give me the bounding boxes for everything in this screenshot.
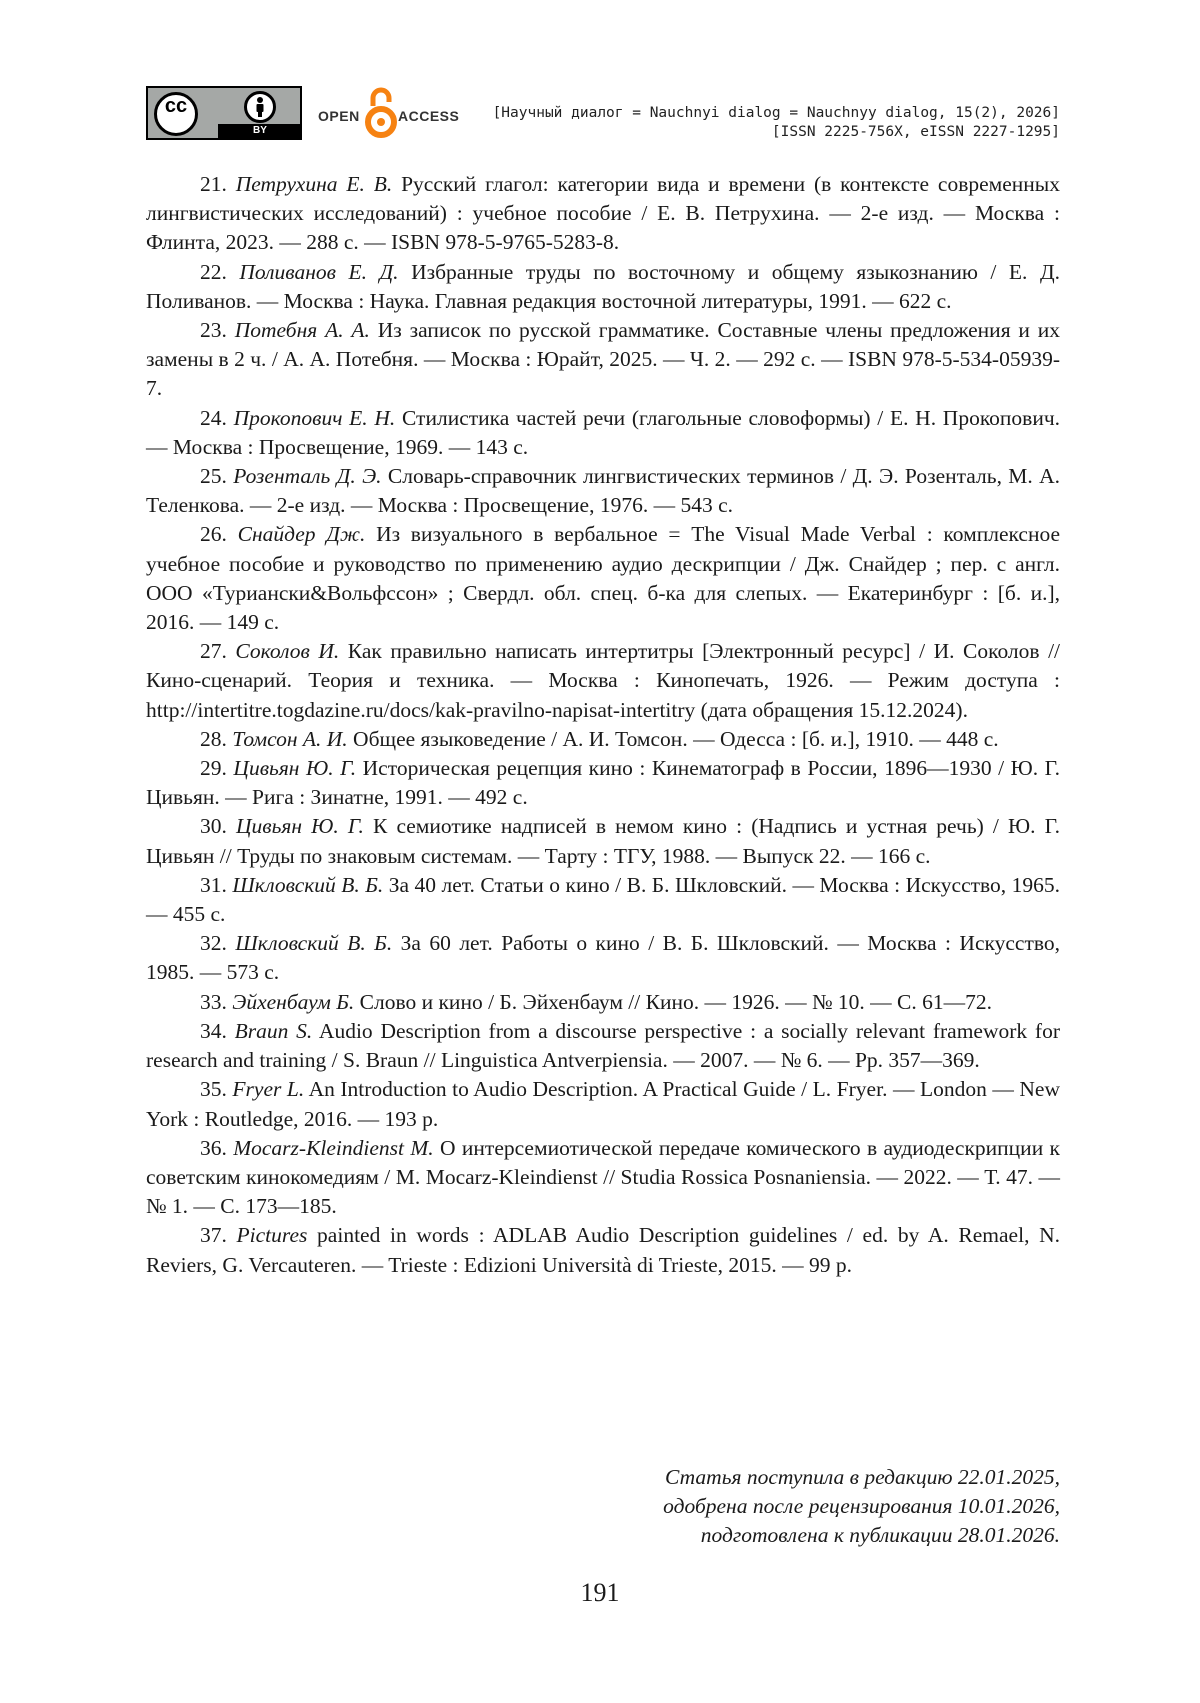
reference-entry-31: 31. Шкловский В. Б. За 40 лет. Статьи о кино / В. Б. Шкловский. — Москва : Искусство, 1965. — 455 с. bbox=[146, 872, 1061, 927]
reference-entry-36: 36. Mocarz-Kleindienst M. О интерсемиотической передаче комического в аудиодескрипции к советским кинокомедиям / M. Mocarz-Kleindienst // Studia Rossica Posnaniensia. — 2022. — Т. 47. — № 1. — С. 173—185. bbox=[146, 1135, 1060, 1219]
reference-entry-33: 33. Эйхенбаум Б. Слово и кино / Б. Эйхенбаум // Кино. — 1926. — № 10. — С. 61—72. bbox=[200, 989, 992, 1014]
reference-entry-21: 21. Петрухина Е. В. Русский глагол: категории вида и времени (в контексте современных лингвистических исследований) : учебное пособие / Е. В. Петрухина. — 2-е изд. — Москва : Флинта, 2023. — 288 с. — ISBN 978-5-9765-5283-8. bbox=[146, 172, 1061, 255]
journal-citation bbox=[493, 104, 1060, 142]
prepared-date-line: подготовлена к публикации 28.01.2026. bbox=[700, 1523, 1060, 1547]
reference-entry-35: 35. Fryer L. An Introduction to Audio Description. A Practical Guide / L. Fryer. — London — New York : Routledge, 2016. — 193 p. bbox=[146, 1077, 1060, 1131]
reference-entry-27: 27. Соколов И. Как правильно написать интертитры [Электронный ресурс] / И. Соколов // Кино-сценарий. Теория и техника. — Москва : Кинопечать, 1926. — Режим доступа : http://intertitre.togdazine.ru/docs/kak-pravilno-napisat-intertitry (дата обращения 15.12.2024). bbox=[146, 639, 1061, 722]
approved-date-line: одобрена после рецензирования 10.01.2026, bbox=[663, 1494, 1060, 1518]
reference-entry-37: 37. Pictures painted in words : ADLAB Audio Description guidelines / ed. by A. Remael, N. Reviers, G. Vercauteren. — Trieste : Edizioni Università di Trieste, 2015. — 99 p. bbox=[146, 1223, 1060, 1277]
open-access-lock-icon bbox=[364, 86, 398, 140]
reference-entry-30: 30. Цивьян Ю. Г. К семиотике надписей в немом кино : (Надпись и устная речь) / Ю. Г. Цивьян // Труды по знаковым системам. — Тарту : ТГУ, 1988. — Выпуск 22. — 166 с. bbox=[146, 814, 1060, 868]
reference-entry-29: 29. Цивьян Ю. Г. Историческая рецепция кино : Кинематограф в России, 1896—1930 / Ю. Г. Цивьян. — Рига : Зинатне, 1991. — 492 с. bbox=[146, 756, 1061, 810]
reference-list bbox=[146, 170, 1060, 1280]
reference-entry-28: 28. Томсон А. И. Общее языковедение / А. И. Томсон. — Одесса : [б. и.], 1910. — 448 с. bbox=[200, 726, 999, 751]
reference-entry-26: 26. Снайдер Дж. Из визуального в вербальное = The Visual Made Verbal : комплексное учебное пособие и руководство по применению аудио дескрипции / Дж. Снайдер ; пер. с англ. ООО «Туриански&Вольфссон» ; Свердл. обл. спец. б-ка для слепых. — Екатеринбург : [б. и.], 2016. — 149 с. bbox=[146, 522, 1061, 635]
by-label: BY bbox=[218, 124, 302, 138]
cc-icon: cc bbox=[154, 92, 198, 136]
journal-citation-line1: [Научный диалог = Nauchnyi dialog = Nauchnyy dialog, 15(2), 2026] bbox=[492, 105, 1060, 121]
reference-entry-25: 25. Розенталь Д. Э. Словарь-справочник лингвистических терминов / Д. Э. Розенталь, М. А. Теленкова. — 2-е изд. — Москва : Просвещение, 1976. — 543 с. bbox=[146, 464, 1061, 518]
attribution-person-icon bbox=[244, 91, 276, 123]
open-access-left-text: OPEN bbox=[318, 108, 360, 124]
cc-by-license-badge[interactable] bbox=[146, 86, 302, 140]
open-access-right-text: ACCESS bbox=[398, 108, 460, 124]
reference-entry-32: 32. Шкловский В. Б. За 60 лет. Работы о кино / В. Б. Шкловский. — Москва : Искусство, 1985. — 573 с. bbox=[146, 931, 1060, 985]
reference-entry-22: 22. Поливанов Е. Д. Избранные труды по восточному и общему языкознанию / Е. Д. Поливанов. — Москва : Наука. Главная редакция восточной литературы, 1991. — 622 с. bbox=[146, 259, 1060, 313]
article-received-note bbox=[663, 1463, 1060, 1550]
received-date-line: Статья поступила в редакцию 22.01.2025, bbox=[664, 1465, 1060, 1489]
reference-entry-24: 24. Прокопович Е. Н. Стилистика частей речи (глагольные словоформы) / Е. Н. Прокопович. — Москва : Просвещение, 1969. — 143 с. bbox=[146, 405, 1061, 459]
reference-entry-23: 23. Потебня А. А. Из записок по русской грамматике. Составные члены предложения и их замены в 2 ч. / А. А. Потебня. — Москва : Юрайт, 2025. — Ч. 2. — 292 с. — ISBN 978-5-534-05939-7. bbox=[146, 318, 1060, 401]
journal-issn-line: [ISSN 2225-756X, eISSN 2227-1295] bbox=[771, 124, 1060, 140]
reference-entry-34: 34. Braun S. Audio Description from a discourse perspective : a socially relevant framework for research and training / S. Braun // Linguistica Antverpiensia. — 2007. — № 6. — Pp. 357—369. bbox=[146, 1018, 1061, 1073]
page-header bbox=[0, 0, 1200, 160]
open-access-logo bbox=[318, 86, 468, 140]
page-number: 191 bbox=[580, 1578, 620, 1607]
